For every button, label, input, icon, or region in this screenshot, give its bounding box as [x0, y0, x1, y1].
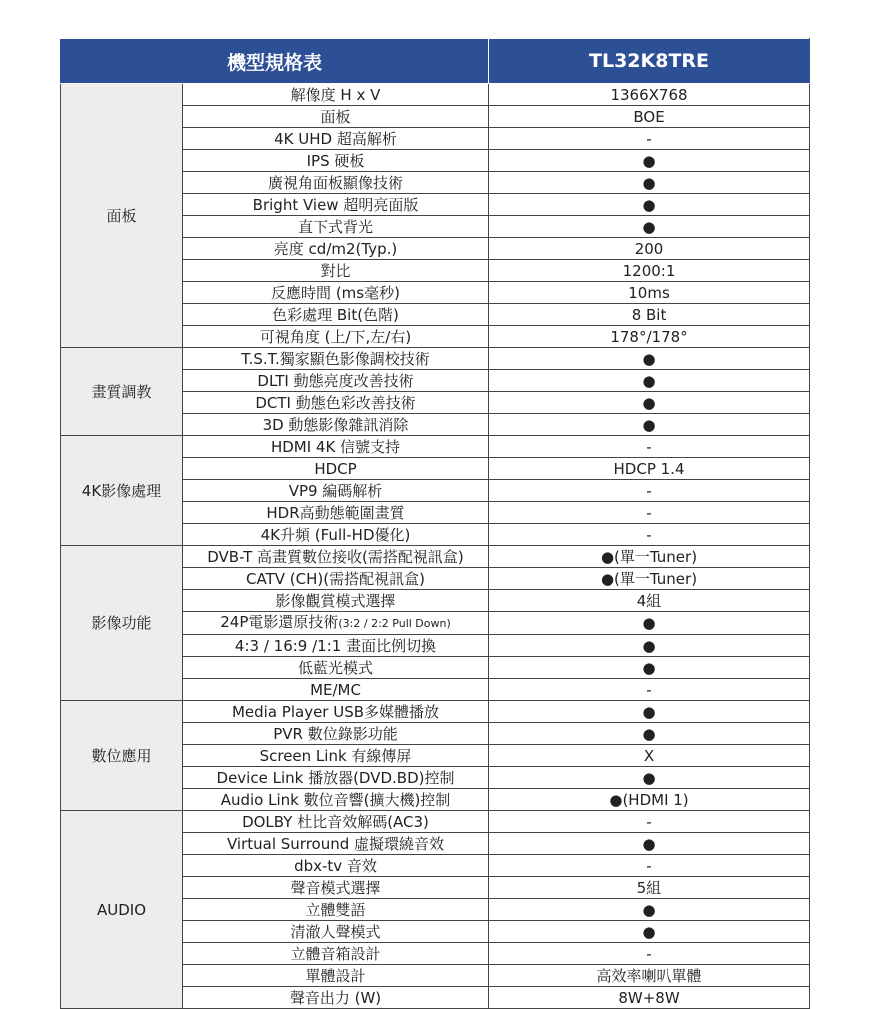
- spec-label-text: 聲音模式選擇: [290, 878, 381, 897]
- spec-label-text: 清澈人聲模式: [290, 922, 381, 941]
- spec-label-text: 立體雙語: [305, 900, 366, 919]
- spec-value: ●: [489, 921, 810, 943]
- spec-value: ●: [489, 767, 810, 789]
- spec-label: [183, 216, 489, 238]
- spec-label: [183, 723, 489, 745]
- spec-label: [183, 458, 489, 480]
- spec-label: [183, 238, 489, 260]
- spec-label: [183, 370, 489, 392]
- spec-label-text: DCTI 動態色彩改善技術: [255, 393, 416, 412]
- spec-label: [183, 282, 489, 304]
- spec-value: -: [489, 679, 810, 701]
- spec-label-text: HDR高動態範圍畫質: [266, 503, 405, 522]
- spec-value: ●(HDMI 1): [489, 789, 810, 811]
- spec-value: -: [489, 128, 810, 150]
- spec-label-text: 解像度 H x V: [290, 85, 381, 104]
- spec-label: [183, 855, 489, 877]
- spec-label-text: Media Player USB多媒體播放: [231, 702, 440, 721]
- spec-value: 高效率喇叭單體: [489, 965, 810, 987]
- spec-label: [183, 392, 489, 414]
- spec-value: ●: [489, 657, 810, 679]
- spec-label-text: 反應時間 (ms毫秒): [271, 283, 400, 302]
- spec-label: [183, 106, 489, 128]
- spec-value: ●: [489, 172, 810, 194]
- spec-value: 1200:1: [489, 260, 810, 282]
- spec-value: ●: [489, 635, 810, 657]
- spec-value: ●: [489, 414, 810, 436]
- spec-label-text: VP9 編碼解析: [288, 481, 383, 500]
- spec-label-note: (3:2 / 2:2 Pull Down): [338, 617, 451, 630]
- spec-label: [183, 965, 489, 987]
- spec-value: ●: [489, 150, 810, 172]
- spec-label: [183, 480, 489, 502]
- spec-label: [183, 943, 489, 965]
- group-label: 面板: [61, 84, 183, 348]
- spec-label-text: 聲音出力 (W): [289, 988, 382, 1007]
- spec-label: [183, 701, 489, 723]
- spec-value: 8 Bit: [489, 304, 810, 326]
- spec-label: [183, 833, 489, 855]
- spec-label: [183, 436, 489, 458]
- spec-label-text: 面板: [320, 107, 351, 126]
- spec-label: [183, 635, 489, 657]
- spec-label: [183, 590, 489, 612]
- header-title: 機型規格表: [61, 39, 489, 84]
- spec-label-text: Virtual Surround 虛擬環繞音效: [226, 834, 445, 853]
- spec-label: [183, 899, 489, 921]
- spec-label-text: Bright View 超明亮面版: [252, 195, 419, 214]
- spec-label-text: 影像觀賞模式選擇: [275, 591, 396, 610]
- spec-label: [183, 657, 489, 679]
- spec-label-text: PVR 數位錄影功能: [273, 724, 398, 743]
- spec-label-text: 4K升頻 (Full-HD優化): [260, 525, 411, 544]
- spec-label: [183, 502, 489, 524]
- spec-value: 4組: [489, 590, 810, 612]
- spec-label-text: Device Link 播放器(DVD.BD)控制: [216, 768, 455, 787]
- spec-label-text: dbx-tv 音效: [294, 856, 377, 875]
- spec-value: ●: [489, 723, 810, 745]
- spec-label-text: DVB-T 高畫質數位接收(需搭配視訊盒): [207, 547, 464, 566]
- spec-value: HDCP 1.4: [489, 458, 810, 480]
- table-row: [61, 701, 810, 723]
- spec-label: [183, 304, 489, 326]
- spec-value: ●: [489, 194, 810, 216]
- spec-label: [183, 745, 489, 767]
- table-row: [61, 436, 810, 458]
- spec-value: ●: [489, 833, 810, 855]
- spec-label: [183, 679, 489, 701]
- spec-table: [60, 38, 810, 1009]
- spec-value: ●: [489, 899, 810, 921]
- spec-value: -: [489, 811, 810, 833]
- spec-label-text: ME/MC: [310, 680, 361, 699]
- spec-value: -: [489, 524, 810, 546]
- spec-label-text: DLTI 動態亮度改善技術: [257, 371, 414, 390]
- group-label: 影像功能: [61, 546, 183, 701]
- spec-label: [183, 568, 489, 590]
- spec-value: 8W+8W: [489, 987, 810, 1009]
- spec-label: [183, 524, 489, 546]
- spec-label: [183, 194, 489, 216]
- spec-value: 1366X768: [489, 84, 810, 106]
- spec-label-text: DOLBY 杜比音效解碼(AC3): [242, 812, 429, 831]
- spec-label-text: Screen Link 有線傳屏: [259, 746, 412, 765]
- spec-value: ●(單一Tuner): [489, 568, 810, 590]
- spec-label: [183, 172, 489, 194]
- group-label: 數位應用: [61, 701, 183, 811]
- spec-value: ●: [489, 392, 810, 414]
- spec-label: [183, 546, 489, 568]
- group-label: AUDIO: [61, 811, 183, 1009]
- spec-label: [183, 348, 489, 370]
- spec-label: [183, 767, 489, 789]
- spec-label: [183, 150, 489, 172]
- spec-value: ●: [489, 348, 810, 370]
- spec-value: -: [489, 480, 810, 502]
- table-row: [61, 546, 810, 568]
- spec-body: [61, 84, 810, 1009]
- spec-label-text: HDCP: [314, 459, 357, 478]
- table-row: [61, 811, 810, 833]
- table-row: [61, 84, 810, 106]
- spec-label: [183, 84, 489, 106]
- spec-label: [183, 260, 489, 282]
- spec-label-text: 單體設計: [305, 966, 366, 985]
- spec-label: [183, 921, 489, 943]
- header-row: [61, 39, 810, 84]
- group-label: 4K影像處理: [61, 436, 183, 546]
- spec-label: [183, 789, 489, 811]
- spec-label-text: 直下式背光: [298, 217, 374, 236]
- spec-label: [183, 612, 489, 635]
- spec-label-text: 立體音箱設計: [290, 944, 381, 963]
- spec-value: -: [489, 855, 810, 877]
- spec-label-text: HDMI 4K 信號支持: [270, 437, 401, 456]
- spec-label-text: 3D 動態影像雜訊消除: [262, 415, 409, 434]
- spec-label-text: 4K UHD 超高解析: [274, 129, 397, 148]
- spec-label-text: 色彩處理 Bit(色階): [272, 305, 399, 324]
- spec-label: [183, 987, 489, 1009]
- spec-label-text: CATV (CH)(需搭配視訊盒): [246, 569, 425, 588]
- table-row: [61, 348, 810, 370]
- group-label: 畫質調教: [61, 348, 183, 436]
- spec-label: [183, 326, 489, 348]
- spec-value: 178°/178°: [489, 326, 810, 348]
- spec-value: ●(單一Tuner): [489, 546, 810, 568]
- spec-value: 10ms: [489, 282, 810, 304]
- spec-value: ●: [489, 612, 810, 635]
- spec-value: 5組: [489, 877, 810, 899]
- spec-value: ●: [489, 370, 810, 392]
- spec-label-text: IPS 硬板: [306, 151, 365, 170]
- header-model: TL32K8TRE: [489, 39, 810, 84]
- spec-label: [183, 414, 489, 436]
- spec-label-text: 低藍光模式: [298, 658, 374, 677]
- spec-label-text: T.S.T.獨家顯色影像調校技術: [241, 349, 430, 368]
- spec-label-text: 24P電影還原技術: [220, 613, 339, 631]
- spec-label: [183, 811, 489, 833]
- spec-value: ●: [489, 216, 810, 238]
- spec-label-text: 亮度 cd/m2(Typ.): [273, 239, 398, 258]
- spec-value: -: [489, 436, 810, 458]
- spec-label-text: 對比: [320, 261, 351, 280]
- spec-value: BOE: [489, 106, 810, 128]
- spec-value: 200: [489, 238, 810, 260]
- spec-label-text: 廣視角面板顯像技術: [268, 173, 404, 192]
- spec-label: [183, 877, 489, 899]
- spec-value: X: [489, 745, 810, 767]
- spec-value: ●: [489, 701, 810, 723]
- spec-label-text: Audio Link 數位音響(擴大機)控制: [220, 790, 451, 809]
- spec-value: -: [489, 943, 810, 965]
- spec-label-text: 可視角度 (上/下,左/右): [259, 327, 412, 346]
- spec-value: -: [489, 502, 810, 524]
- spec-label: [183, 128, 489, 150]
- spec-label-text: 4:3 / 16:9 /1:1 畫面比例切換: [234, 636, 437, 655]
